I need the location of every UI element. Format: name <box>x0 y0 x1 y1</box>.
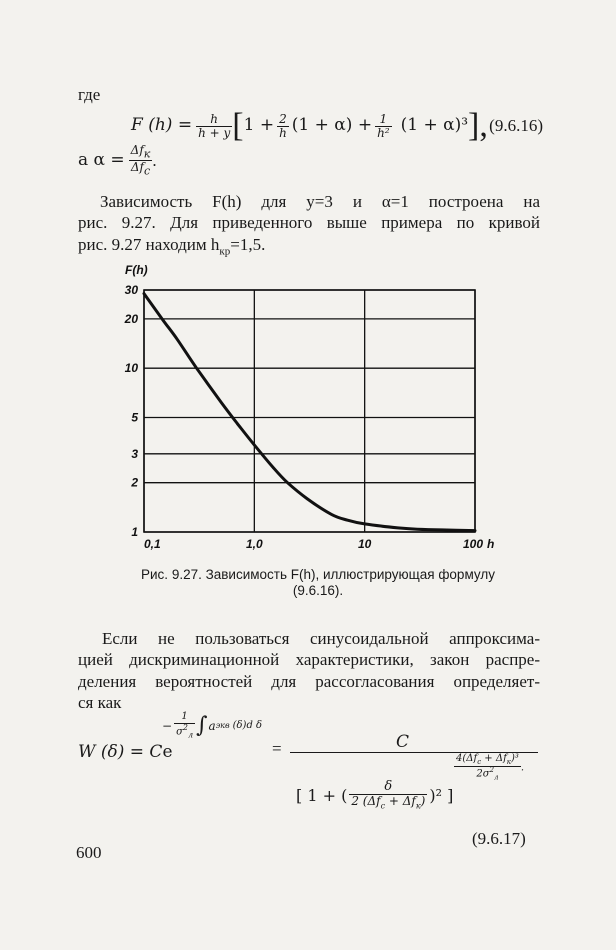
eq1-frac-h-num: h <box>210 111 219 126</box>
eq1-frac-h-den: h + y <box>198 125 231 140</box>
eq1-frac-2h-num: 2 <box>279 111 287 126</box>
eq1-frac-1h2-den: h² <box>377 125 390 140</box>
para1-line3-sub: кр <box>219 244 231 257</box>
eq2-exp-minus: − <box>162 718 173 733</box>
figure-caption <box>118 567 518 599</box>
eq2-exp-tail: (δ)d δ <box>232 720 263 732</box>
eq2-den-fraction <box>349 780 427 810</box>
para1-line3-text: рис. 9.27 находим h <box>78 234 220 254</box>
alpha-def-end: . <box>152 150 157 170</box>
eq1-bracket-open: [ <box>232 107 244 144</box>
eq2-lhs-text: W (δ) = C <box>78 742 163 762</box>
y-tick-label: 3 <box>131 446 138 461</box>
series-line <box>144 294 475 531</box>
plot-frame <box>144 290 475 532</box>
eq2-exp-a-sub: экв <box>215 721 230 731</box>
x-axis-label: h <box>487 537 495 551</box>
alpha-definition <box>78 144 157 177</box>
paragraph-1 <box>78 191 540 259</box>
eq2-power-fraction <box>454 754 521 782</box>
eq2-den-frac-num: δ <box>384 779 393 794</box>
para1-line3 <box>78 234 540 259</box>
eq2-rhs-numerator: C <box>396 732 410 752</box>
eq1-frac-1h2-num: 1 <box>379 111 388 126</box>
eq1-frac-h <box>196 113 232 139</box>
eq2-power-num: $4(\Delta f_c + \Delta f_к)^3$ <box>456 753 519 766</box>
eq2-den-frac-den: 2 $(\Delta f_c + \Delta f_к)$ <box>351 793 426 811</box>
para2-line3: деления вероятностей для рассогласования определяет- <box>78 671 540 691</box>
para1-line3-end: =1,5. <box>230 234 266 254</box>
para2-line1: Если не пользоваться синусоидальной аппроксима- <box>102 629 540 648</box>
caption-line2: (9.6.16). <box>292 583 344 599</box>
eq2-den-open: [ 1 + ( <box>296 785 348 805</box>
eq2-exp-frac-den: $\sigma^2_л$ <box>176 722 194 739</box>
x-tick-label: 1,0 <box>245 537 263 551</box>
y-tick-label: 5 <box>131 410 138 425</box>
y-axis-label: F(h) <box>125 263 148 277</box>
eq1-frac-2h <box>277 113 289 139</box>
equation-9-6-16 <box>131 106 543 146</box>
eq1-number: (9.6.16) <box>489 116 543 136</box>
para1-line2: рис. 9.27. Для приведенного выше примера по кривой <box>78 213 540 233</box>
y-tick-label: 10 <box>124 361 138 376</box>
para2-line4: ся как <box>78 692 122 712</box>
y-tick-label: 20 <box>124 311 138 326</box>
eq1-term1: 1 + <box>243 115 275 136</box>
eq2-power <box>454 754 524 782</box>
y-tick-label: 1 <box>131 525 138 539</box>
chart-grid <box>144 290 475 532</box>
alpha-def-den: $\Delta f_c$ <box>129 160 153 177</box>
intro-word: где <box>78 85 101 104</box>
eq2-power-dot: . <box>520 762 525 774</box>
eq2-power-den: $2\sigma^2_л$ <box>454 766 521 782</box>
eq1-term2: (1 + α) + <box>291 115 373 136</box>
eq2-lhs <box>78 742 173 763</box>
eq1-bracket-close: ], <box>468 107 488 144</box>
x-tick-label: 100 <box>462 537 484 551</box>
x-tick-label: 0,1 <box>144 537 161 551</box>
equation-9-6-17 <box>78 710 548 870</box>
eq2-exponent <box>162 712 262 739</box>
eq2-e: e <box>162 742 173 762</box>
eq1-term3: (1 + α)³ <box>400 115 469 136</box>
paragraph-2 <box>78 628 540 713</box>
eq2-integral-sign: ∫ <box>196 713 208 739</box>
para2-line2: цией дискриминационной характеристики, закон распре- <box>78 650 540 670</box>
para1-line1: Зависимость F(h) для y=3 и α=1 построена на <box>100 192 540 211</box>
eq2-equals: = <box>272 739 282 758</box>
eq2-exp-fraction <box>174 712 195 739</box>
x-tick-label: 10 <box>357 537 372 551</box>
page-number: 600 <box>76 843 102 862</box>
eq1-frac-1h2 <box>375 113 392 139</box>
eq2-exp-a: a <box>208 718 216 733</box>
y-tick-label: 30 <box>124 283 138 297</box>
eq1-frac-2h-den: h <box>279 125 287 140</box>
eq2-den-close: )² ] <box>429 785 454 805</box>
eq1-lhs: F (h) = <box>131 115 193 136</box>
eq2-rhs-denominator <box>296 780 453 810</box>
alpha-def-prefix: а α = <box>78 149 125 170</box>
eq2-number: (9.6.17) <box>472 829 526 848</box>
caption-line1: Рис. 9.27. Зависимость F(h), иллюстрирующая формулу <box>141 567 495 582</box>
figure-chart-f-of-h <box>100 262 520 562</box>
alpha-def-fraction <box>129 144 153 177</box>
alpha-def-num: $\Delta f_к$ <box>130 143 151 161</box>
y-tick-label: 2 <box>131 475 138 490</box>
eq2-exp-frac-num: 1 <box>181 711 188 722</box>
